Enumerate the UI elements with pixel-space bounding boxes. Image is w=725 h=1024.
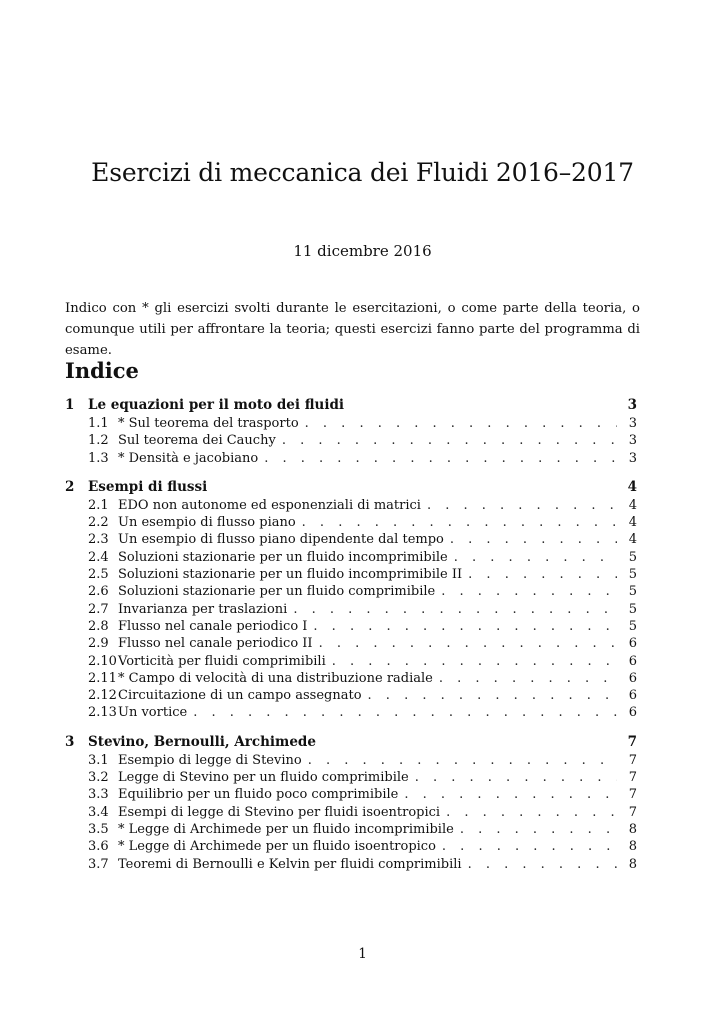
toc-subsection-title: Esempi di legge di Stevino per fluidi isoentropici bbox=[118, 804, 441, 820]
toc-subsection-entry[interactable] bbox=[65, 687, 637, 704]
toc-subsection-page: 7 bbox=[628, 770, 637, 786]
toc-subsection-entry[interactable] bbox=[65, 566, 637, 583]
toc-subsection-page: 7 bbox=[628, 787, 637, 803]
toc-subsection-page: 3 bbox=[628, 416, 637, 431]
toc-subsection-title: Teoremi di Bernoulli e Kelvin per fluidi comprimibili bbox=[118, 856, 462, 872]
toc-subsection-entry[interactable] bbox=[65, 497, 637, 514]
toc-subsection-entry[interactable] bbox=[65, 549, 637, 566]
page-number: 1 bbox=[358, 946, 367, 962]
toc-subsection-number: 2.11 bbox=[88, 670, 117, 686]
toc-subsection-title: Un esempio di flusso piano bbox=[118, 515, 296, 531]
toc-subsection-title: Sul teorema dei Cauchy bbox=[118, 433, 276, 449]
toc-subsection-entry[interactable] bbox=[65, 752, 637, 769]
toc-subsection-title: Vorticità per fluidi comprimibili bbox=[118, 653, 326, 669]
toc-subsection-page: 3 bbox=[628, 450, 637, 466]
dot-leader bbox=[368, 687, 617, 704]
toc-subsection-number: 3.6 bbox=[88, 839, 109, 855]
toc-subsection-entry[interactable] bbox=[65, 786, 637, 803]
toc-subsection-title: EDO non autonome ed esponenziali di matrici bbox=[118, 497, 421, 513]
toc-subsection-title: * Campo di velocità di una distribuzione radiale bbox=[118, 670, 433, 686]
toc-subsection-number: 3.7 bbox=[88, 856, 109, 872]
dot-leader bbox=[305, 415, 617, 432]
toc-subsection-page: 5 bbox=[628, 618, 637, 634]
toc-subsection-number: 2.5 bbox=[88, 567, 109, 583]
toc-subsection-entry[interactable] bbox=[65, 856, 637, 873]
toc-subsection-title: Soluzioni stazionarie per un fluido incomprimibile bbox=[118, 549, 448, 565]
toc-heading: Indice bbox=[65, 358, 139, 383]
dot-leader bbox=[446, 804, 617, 821]
dot-leader bbox=[468, 856, 617, 873]
toc-subsection-page: 6 bbox=[628, 653, 637, 669]
toc-subsection-page: 5 bbox=[628, 584, 637, 600]
toc-subsection-page: 4 bbox=[628, 515, 637, 531]
dot-leader bbox=[415, 769, 617, 786]
dot-leader bbox=[264, 450, 617, 467]
toc-subsection-title: Equilibrio per un fluido poco comprimibile bbox=[118, 787, 399, 803]
toc-subsection-entry[interactable] bbox=[65, 838, 637, 855]
toc-section-number: 2 bbox=[65, 478, 75, 495]
toc-subsection-page: 8 bbox=[628, 821, 637, 837]
dot-leader bbox=[460, 821, 617, 838]
toc-section-page: 3 bbox=[627, 397, 637, 413]
toc-subsection-number: 2.2 bbox=[88, 515, 109, 531]
dot-leader bbox=[332, 653, 617, 670]
toc-section bbox=[65, 733, 637, 873]
toc-subsection-entry[interactable] bbox=[65, 531, 637, 548]
toc-subsection-page: 5 bbox=[628, 601, 637, 617]
toc-subsection-entry[interactable] bbox=[65, 450, 637, 467]
toc-subsection-entry[interactable] bbox=[65, 432, 637, 449]
dot-leader bbox=[319, 635, 617, 652]
toc-subsection-number: 2.12 bbox=[88, 688, 117, 704]
toc-subsection-number: 1.1 bbox=[88, 416, 109, 431]
intro-paragraph: Indico con * gli esercizi svolti durante le esercitazioni, o come parte della teoria, o comunque utili per affrontare la teoria; questi esercizi fanno parte del programma di esame. bbox=[65, 301, 640, 358]
toc-subsection-entry[interactable] bbox=[65, 415, 637, 432]
toc-subsection-number: 1.2 bbox=[88, 433, 109, 449]
toc-subsection-page: 5 bbox=[628, 567, 637, 583]
toc-subsection-page: 7 bbox=[628, 804, 637, 820]
dot-leader bbox=[427, 497, 617, 514]
dot-leader bbox=[450, 531, 617, 548]
toc-subsection-title: Flusso nel canale periodico I bbox=[118, 618, 308, 634]
toc-subsection-number: 2.1 bbox=[88, 497, 109, 513]
toc-subsection-number: 2.7 bbox=[88, 601, 109, 617]
toc-subsection-number: 2.9 bbox=[88, 636, 109, 652]
toc-subsection-title: * Densità e jacobiano bbox=[118, 450, 259, 466]
toc-subsection-entry[interactable] bbox=[65, 601, 637, 618]
toc-section-title: Stevino, Bernoulli, Archimede bbox=[88, 733, 316, 750]
toc-subsection-number: 3.4 bbox=[88, 804, 109, 820]
toc-subsection-number: 2.4 bbox=[88, 549, 109, 565]
toc-section-number: 1 bbox=[65, 397, 75, 413]
toc-section-title: Esempi di flussi bbox=[88, 478, 208, 495]
toc-subsection-title: Circuitazione di un campo assegnato bbox=[118, 688, 362, 704]
toc-subsection-title: Invarianza per traslazioni bbox=[118, 601, 288, 617]
toc-subsection-number: 3.3 bbox=[88, 787, 109, 803]
toc-section-page: 7 bbox=[627, 733, 637, 750]
toc-subsection-page: 6 bbox=[628, 636, 637, 652]
toc-subsection-title: Un vortice bbox=[118, 705, 188, 721]
toc-section-page: 4 bbox=[627, 478, 637, 495]
toc-subsection-entry[interactable] bbox=[65, 583, 637, 600]
dot-leader bbox=[193, 704, 617, 721]
toc-subsection-number: 2.3 bbox=[88, 532, 109, 548]
toc-subsection-title: Soluzioni stazionarie per un fluido incomprimibile II bbox=[118, 567, 463, 583]
toc-subsection-page: 5 bbox=[628, 549, 637, 565]
dot-leader bbox=[439, 670, 617, 687]
dot-leader bbox=[454, 549, 617, 566]
toc-subsection-title: Legge di Stevino per un fluido comprimibile bbox=[118, 770, 409, 786]
toc-subsection-number: 3.2 bbox=[88, 770, 109, 786]
toc-subsection-title: Soluzioni stazionarie per un fluido comprimibile bbox=[118, 584, 436, 600]
dot-leader bbox=[308, 752, 617, 769]
toc-section-entry[interactable] bbox=[65, 733, 637, 752]
toc-subsection-number: 3.5 bbox=[88, 821, 109, 837]
toc-subsection-number: 3.1 bbox=[88, 752, 109, 768]
toc-subsection-entry[interactable] bbox=[65, 804, 637, 821]
toc-subsection-entry[interactable] bbox=[65, 514, 637, 531]
toc-subsection-page: 8 bbox=[628, 839, 637, 855]
toc-section bbox=[65, 396, 637, 467]
toc-subsection-number: 2.10 bbox=[88, 653, 117, 669]
toc-subsection-page: 4 bbox=[628, 532, 637, 548]
toc-section-entry[interactable] bbox=[65, 478, 637, 497]
toc-section-entry[interactable] bbox=[65, 396, 637, 415]
dot-leader bbox=[468, 566, 617, 583]
toc-subsection-number: 2.8 bbox=[88, 618, 109, 634]
toc-subsection-title: Un esempio di flusso piano dipendente dal tempo bbox=[118, 532, 444, 548]
toc-subsection-page: 8 bbox=[628, 856, 637, 872]
table-of-contents bbox=[65, 396, 637, 884]
toc-subsection-entry[interactable] bbox=[65, 635, 637, 652]
toc-subsection-number: 2.6 bbox=[88, 584, 109, 600]
toc-subsection-number: 1.3 bbox=[88, 450, 109, 466]
toc-subsection-page: 6 bbox=[628, 705, 637, 721]
dot-leader bbox=[441, 583, 617, 600]
toc-subsection-title: Flusso nel canale periodico II bbox=[118, 636, 313, 652]
dot-leader bbox=[282, 432, 617, 449]
toc-subsection-page: 6 bbox=[628, 688, 637, 704]
toc-subsection-entry[interactable] bbox=[65, 670, 637, 687]
toc-subsection-page: 4 bbox=[628, 497, 637, 513]
toc-subsection-title: Esempio di legge di Stevino bbox=[118, 752, 302, 768]
toc-section-number: 3 bbox=[65, 733, 75, 750]
toc-subsection-title: * Sul teorema del trasporto bbox=[118, 416, 299, 431]
toc-subsection-page: 6 bbox=[628, 670, 637, 686]
dot-leader bbox=[293, 601, 617, 618]
toc-subsection-entry[interactable] bbox=[65, 653, 637, 670]
dot-leader bbox=[313, 618, 617, 635]
toc-subsection-entry[interactable] bbox=[65, 618, 637, 635]
toc-subsection-title: * Legge di Archimede per un fluido isoentropico bbox=[118, 839, 436, 855]
dot-leader bbox=[404, 786, 617, 803]
toc-section-title: Le equazioni per il moto dei fluidi bbox=[88, 397, 345, 413]
document-title: Esercizi di meccanica dei Fluidi 2016–2017 bbox=[91, 158, 634, 187]
toc-subsection-entry[interactable] bbox=[65, 704, 637, 721]
toc-subsection-entry[interactable] bbox=[65, 821, 637, 838]
toc-subsection-entry[interactable] bbox=[65, 769, 637, 786]
toc-subsection-page: 3 bbox=[628, 433, 637, 449]
dot-leader bbox=[302, 514, 617, 531]
toc-subsection-number: 2.13 bbox=[88, 705, 117, 721]
toc-section bbox=[65, 478, 637, 722]
toc-subsection-page: 7 bbox=[628, 752, 637, 768]
document-date: 11 dicembre 2016 bbox=[293, 242, 432, 260]
toc-subsection-title: * Legge di Archimede per un fluido incomprimibile bbox=[118, 821, 454, 837]
dot-leader bbox=[442, 838, 617, 855]
